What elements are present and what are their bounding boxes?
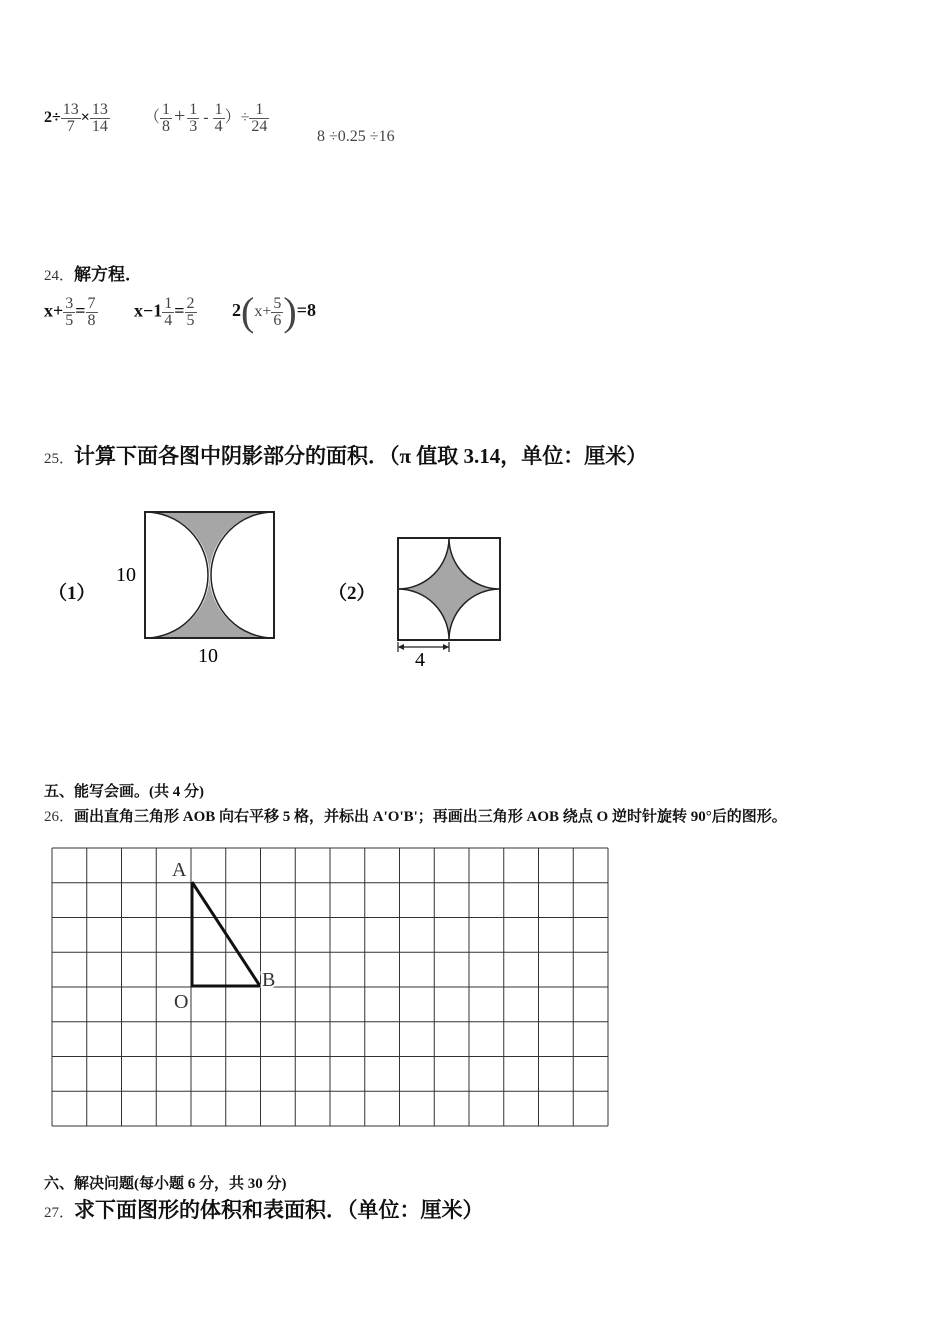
q25-number: 25． (44, 451, 75, 467)
q26-grid (46, 842, 616, 1132)
fig2-arrow-left (398, 644, 404, 650)
q24-eq2-fraction-1: $\frac{1}{4}$ (164, 295, 173, 329)
q24-eq3-fraction: $\frac{5}{6}$ (273, 294, 282, 329)
q23-e2-fraction-3: $\frac{1}{4}$ (214, 101, 223, 135)
q26-number: 26． (44, 809, 75, 825)
point-o-label: O (174, 991, 189, 1013)
q25-figure-2 (390, 530, 510, 670)
q23-e2-fraction-2: $\frac{1}{3}$ (189, 101, 198, 135)
q23-e1-lead: 2÷ (44, 109, 61, 127)
q25-title: 计算下面各图中阴影部分的面积．（π 值取 3.14，单位：厘米） (74, 444, 648, 468)
q24-equation-2: x−1 $\frac{1}{4}$ = $\frac{2}{5}$ (134, 295, 195, 329)
grid-lines (52, 848, 608, 1126)
q24-equation-1: x+ $\frac{3}{5}$ = $\frac{7}{8}$ (44, 295, 96, 329)
fig1-bottom-label: 10 (198, 645, 218, 667)
q24-number: 24． (44, 268, 75, 284)
q24-equation-3: 2(x+ $\frac{5}{6}$ )=8 (232, 289, 316, 334)
fig1-side-label: 10 (116, 564, 136, 586)
fig2-shaded-star (398, 538, 500, 640)
q26-line (44, 805, 787, 826)
fig1-shaded-region-bottom (145, 575, 274, 638)
q24-eq2-fraction-2: $\frac{2}{5}$ (186, 295, 195, 329)
q24-eq1-fraction-1: $\frac{3}{5}$ (65, 295, 74, 329)
q23-e1-times: × (80, 109, 90, 127)
q27-line (44, 1194, 484, 1224)
point-a-label: A (172, 859, 187, 881)
q27-text: 求下面图形的体积和表面积．（单位：厘米） (74, 1198, 484, 1222)
q24-title-line (44, 260, 142, 285)
fig2-dimension-label: 4 (415, 649, 425, 670)
q23-expression-1 (44, 102, 110, 135)
point-b-label: B (262, 969, 276, 991)
q24-eq1-fraction-2: $\frac{7}{8}$ (87, 295, 96, 329)
q24-title: 解方程． (74, 265, 143, 284)
q23-e2-fraction-4: $\frac{1}{24}$ (251, 101, 268, 135)
q25-figure-2-label: （2） (328, 583, 376, 604)
q26-text: 画出直角三角形 AOB 向右平移 5 格，并标出 A'O'B'；再画出三角形 AOB 绕点 O 逆时针旋转 90°后的图形。 (74, 809, 787, 825)
q25-title-line (44, 440, 647, 470)
q23-e1-fraction-2: $\frac{13}{14}$ (91, 101, 108, 135)
q25-figure-1-label: （1） (48, 583, 96, 604)
q23-expression-2: （ $\frac{1}{8}$ + $\frac{1}{3}$ - $\frac{1}{4}$ ）÷ $\frac{1}{24}$ (144, 101, 268, 135)
section-6-heading: 六、解决问题(每小题 6 分，共 30 分) (44, 1176, 287, 1192)
q23-e2-fraction-1: $\frac{1}{8}$ (162, 101, 171, 135)
q27-number: 27． (44, 1205, 75, 1221)
q23-expression-3: 8 ÷0.25 ÷16 (317, 128, 395, 145)
q25-figure-1 (110, 505, 290, 675)
q23-e1-fraction-1: $\frac{13}{7}$ (62, 101, 79, 135)
fig1-shaded-region (145, 512, 274, 575)
section-5-heading: 五、能写会画。(共 4 分) (44, 784, 204, 800)
fig2-arrow-right (443, 644, 449, 650)
